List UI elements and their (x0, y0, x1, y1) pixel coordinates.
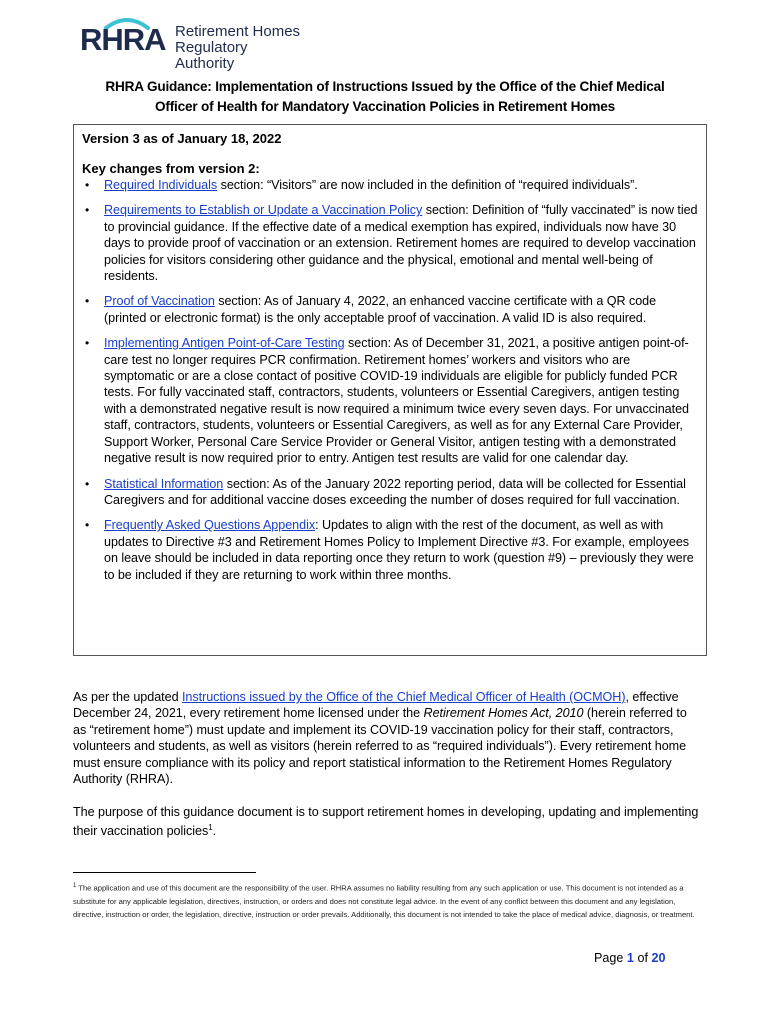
list-item-text: section: As of January 4, 2022, an enhanced vaccine certificate with a QR code (printed or electronic format) is the only acceptable proof of vaccination. A valid ID is also required. (104, 294, 657, 325)
key-changes-box (73, 124, 707, 656)
footnote-number: 1 (73, 883, 77, 889)
key-changes-list (82, 177, 698, 583)
footnote-ref[interactable]: 1 (208, 823, 213, 833)
bullet-icon: • (85, 476, 90, 491)
logo-line-1: Retirement Homes (175, 23, 301, 40)
title-line-1: RHRA Guidance: Implementation of Instructions Issued by the Office of the Chief Medical (105, 79, 665, 94)
link-antigen-testing[interactable]: Implementing Antigen Point-of-Care Testing (104, 336, 345, 351)
bullet-icon: • (85, 178, 90, 192)
list-item-text: section: Definition of “fully vaccinated” is now tied to provincial guidance. If the effective date of a medical exemption has expired, individuals now have 30 days to provide proof of vaccination or an extension. Retirement homes are required to develop vaccination policies for visitors considering other guidance and the physical, emotional and mental well-being of residents. (104, 203, 698, 284)
logo-mark: RHRA (80, 22, 166, 57)
logo-line-2: Regulatory Authority (175, 39, 248, 72)
rhra-logo (80, 18, 310, 72)
key-changes-heading: Key changes from version 2: (82, 161, 260, 176)
list-item (82, 476, 698, 509)
footnote-divider (73, 872, 256, 873)
footnote (73, 880, 703, 921)
footnote-text: The application and use of this document are the responsibility of the user. RHRA assumes no liability resulting from any such application or use. This document is not intended as a substitute for any applicable legislation, directives, instruction, or orders and does not constitute legal advice. In the event of any conflict between this document and any legislation, directive, instruction or order, the legislation, directive, instruction or order prevails. Additionally, this document is not intended to take the place of medical advice, diagnosis, or treatment. (73, 883, 695, 919)
list-item (82, 517, 698, 583)
page-label: Page (594, 951, 624, 965)
link-statistical-information[interactable]: Statistical Information (104, 476, 224, 491)
para-text: (herein referred to as “retirement home”) must update and implement its COVID-19 vaccination policy for their staff, contractors, volunteers and students, as well as visitors (herein referred to as “required individuals”). Every retirement home must ensure compliance with its policy and report statistical information to the Retirement Homes Regulatory Authority (RHRA). (73, 706, 687, 787)
para-text: The purpose of this guidance document is to support retirement homes in developing, updating and implementing their vaccination policies (73, 805, 699, 839)
list-item (82, 335, 698, 466)
bullet-icon: • (85, 294, 90, 309)
link-faq-appendix[interactable]: Frequently Asked Questions Appendix (104, 518, 316, 533)
para-text: , effective December 24, 2021, every retirement home licensed under the (73, 690, 679, 721)
list-item-text: section: As of December 31, 2021, a positive antigen point-of-care test no longer requires PCR confirmation. Retirement homes’ workers and visitors who are symptomatic or are a close contact of positive COVID-19 individuals are eligible for publicly funded PCR tests. For fully vaccinated staff, contractors, students, volunteers or Essential Caregivers, antigen testing with a demonstrated negative result is now required a minimum twice every seven days. For unvaccinated staff, contractors, students, volunteers or Essential Caregivers, as well as for any External Care Provider, Support Worker, Personal Care Service Provider or General Visitor, antigen testing with a demonstrated negative result is now required prior to entry. Antigen test results are valid for one calendar day. (104, 336, 689, 466)
bullet-icon: • (85, 336, 90, 351)
link-vaccination-policy[interactable]: Requirements to Establish or Update a Vaccination Policy (104, 203, 423, 218)
act-title: Retirement Homes Act, 2010 (423, 706, 584, 721)
para-text: As per the updated (73, 690, 182, 704)
title-line-2: Officer of Health for Mandatory Vaccination Policies in Retirement Homes (155, 99, 615, 114)
link-ocmoh-instructions[interactable]: Instructions issued by the Office of the Chief Medical Officer of Health (OCMOH) (181, 690, 626, 704)
purpose-paragraph (73, 804, 703, 840)
para-text: . (212, 824, 217, 839)
version-label: Version 3 as of January 18, 2022 (82, 131, 282, 146)
list-item (82, 293, 698, 326)
list-item-text: section: “Visitors” are now included in the definition of “required individuals”. (217, 178, 638, 192)
bullet-icon: • (85, 203, 90, 218)
page-of: of (637, 951, 648, 965)
page-current: 1 (626, 951, 634, 965)
document-title (60, 77, 710, 117)
list-item (82, 177, 698, 193)
logo-text (175, 24, 310, 72)
list-item-text: : Updates to align with the rest of the document, as well as with updates to Directive #3 and Retirement Homes Policy to Implement Directive #3. For example, employees on leave should be included in data reporting once they return to work (question #9) – previously they were to be included if they are returning to work within three months. (104, 518, 694, 582)
link-proof-of-vaccination[interactable]: Proof of Vaccination (104, 294, 215, 309)
page-number (594, 951, 665, 965)
list-item (82, 202, 698, 284)
intro-paragraph (73, 689, 703, 787)
list-item-text: section: As of the January 2022 reporting period, data will be collected for Essential Caregivers and for additional vaccine doses exceeding the number of doses required for full vaccination. (104, 476, 686, 507)
link-required-individuals[interactable]: Required Individuals (104, 178, 218, 192)
page-total: 20 (651, 951, 666, 965)
bullet-icon: • (85, 518, 90, 533)
